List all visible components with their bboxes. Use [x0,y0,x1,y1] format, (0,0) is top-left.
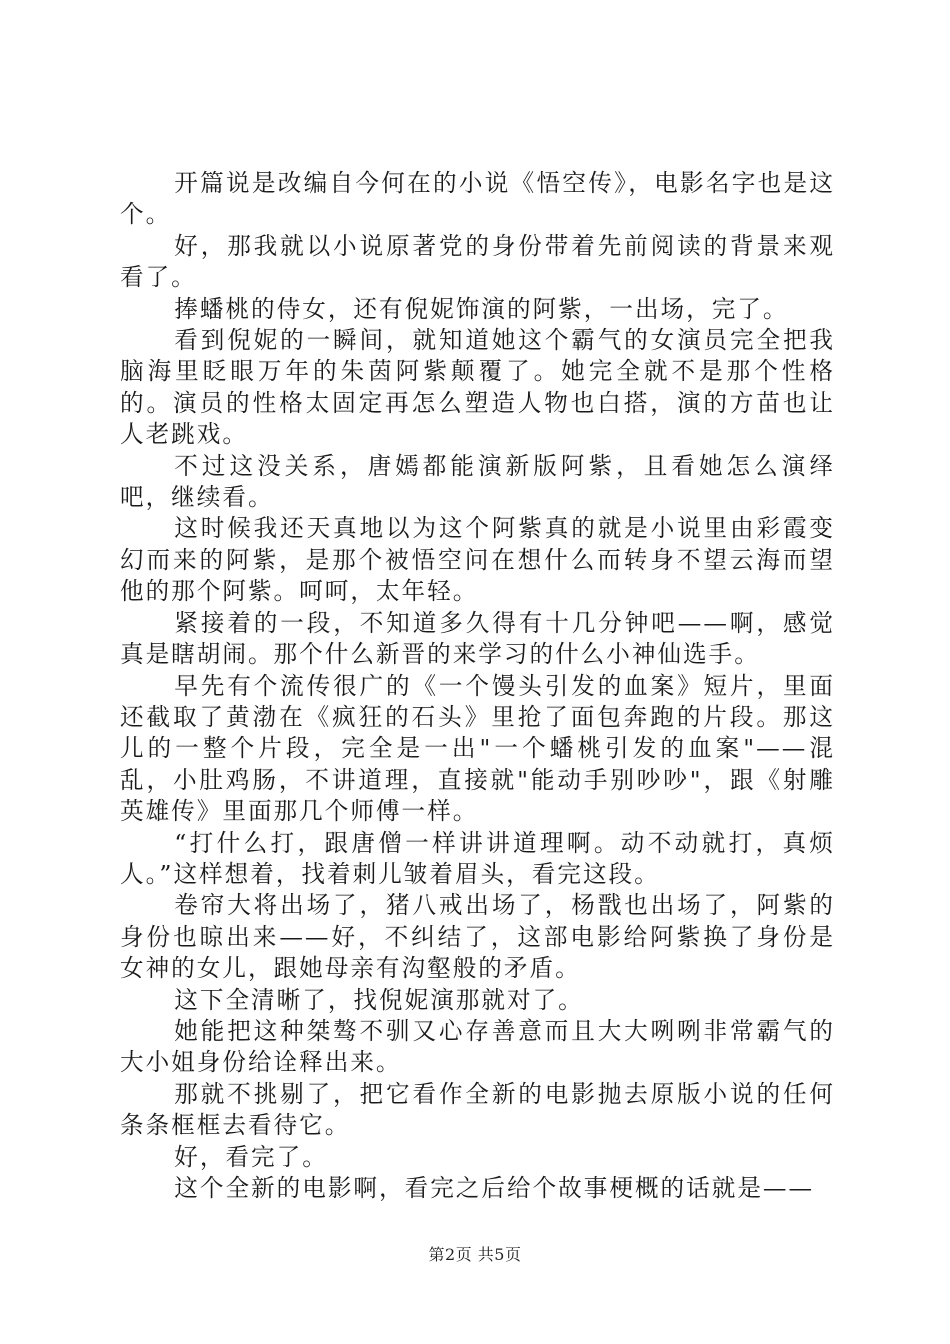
paragraph: 她能把这种桀骜不驯又心存善意而且大大咧咧非常霸气的大小姐身份给诠释出来。 [120,1016,835,1077]
paragraph: 好，那我就以小说原著党的身份带着先前阅读的背景来观看了。 [120,231,835,292]
paragraph: “打什么打，跟唐僧一样讲讲道理啊。动不动就打，真烦人。”这样想着，找着刺儿皱着眉头，看完这段。 [120,828,835,888]
paragraph: 卷帘大将出场了，猪八戒出场了，杨戬也出场了，阿紫的身份也晾出来——好，不纠结了，这部电影给阿紫换了身份是女神的女儿，跟她母亲有沟壑般的矛盾。 [120,891,835,983]
article-body [120,168,835,1204]
paragraph: 看到倪妮的一瞬间，就知道她这个霸气的女演员完全把我脑海里眨眼万年的朱茵阿紫颠覆了。她完全就不是那个性格的。演员的性格太固定再怎么塑造人物也白搭，演的方苗也让人老跳戏。 [120,326,835,449]
paragraph: 这个全新的电影啊，看完之后给个故事梗概的话就是—— [174,1174,815,1202]
paragraph: 这时候我还天真地以为这个阿紫真的就是小说里由彩霞变幻而来的阿紫，是那个被悟空问在想什么而转身不望云海而望他的那个阿紫。呵呵，太年轻。 [120,514,835,606]
paragraph: 不过这没关系，唐嫣都能演新版阿紫，且看她怎么演绎吧，继续看。 [120,451,835,512]
paragraph: 早先有个流传很广的《一个馒头引发的血案》短片，里面还截取了黄渤在《疯狂的石头》里抢了面包奔跑的片段。那这儿的一整个片段，完全是一出"一个蟠桃引发的血案"——混乱，小肚鸡肠，不讲道理，直接就"能动手别吵吵"，跟《射雕英雄传》里面那几个师傅一样。 [120,671,835,826]
page-number-footer: 第2页 共5页 [428,1245,522,1264]
paragraph: 捧蟠桃的侍女，还有倪妮饰演的阿紫，一出场，完了。 [174,294,789,323]
paragraph: 紧接着的一段，不知道多久得有十几分钟吧——啊，感觉真是瞎胡闹。那个什么新晋的来学习的什么小神仙选手。 [120,608,835,669]
paragraph: 那就不挑剔了，把它看作全新的电影抛去原版小说的任何条条框框去看待它。 [120,1079,835,1140]
paragraph: 这下全清晰了，找倪妮演那就对了。 [174,985,584,1014]
paragraph: 开篇说是改编自今何在的小说《悟空传》，电影名字也是这个。 [120,169,835,229]
paragraph: 好，看完了。 [174,1142,328,1171]
